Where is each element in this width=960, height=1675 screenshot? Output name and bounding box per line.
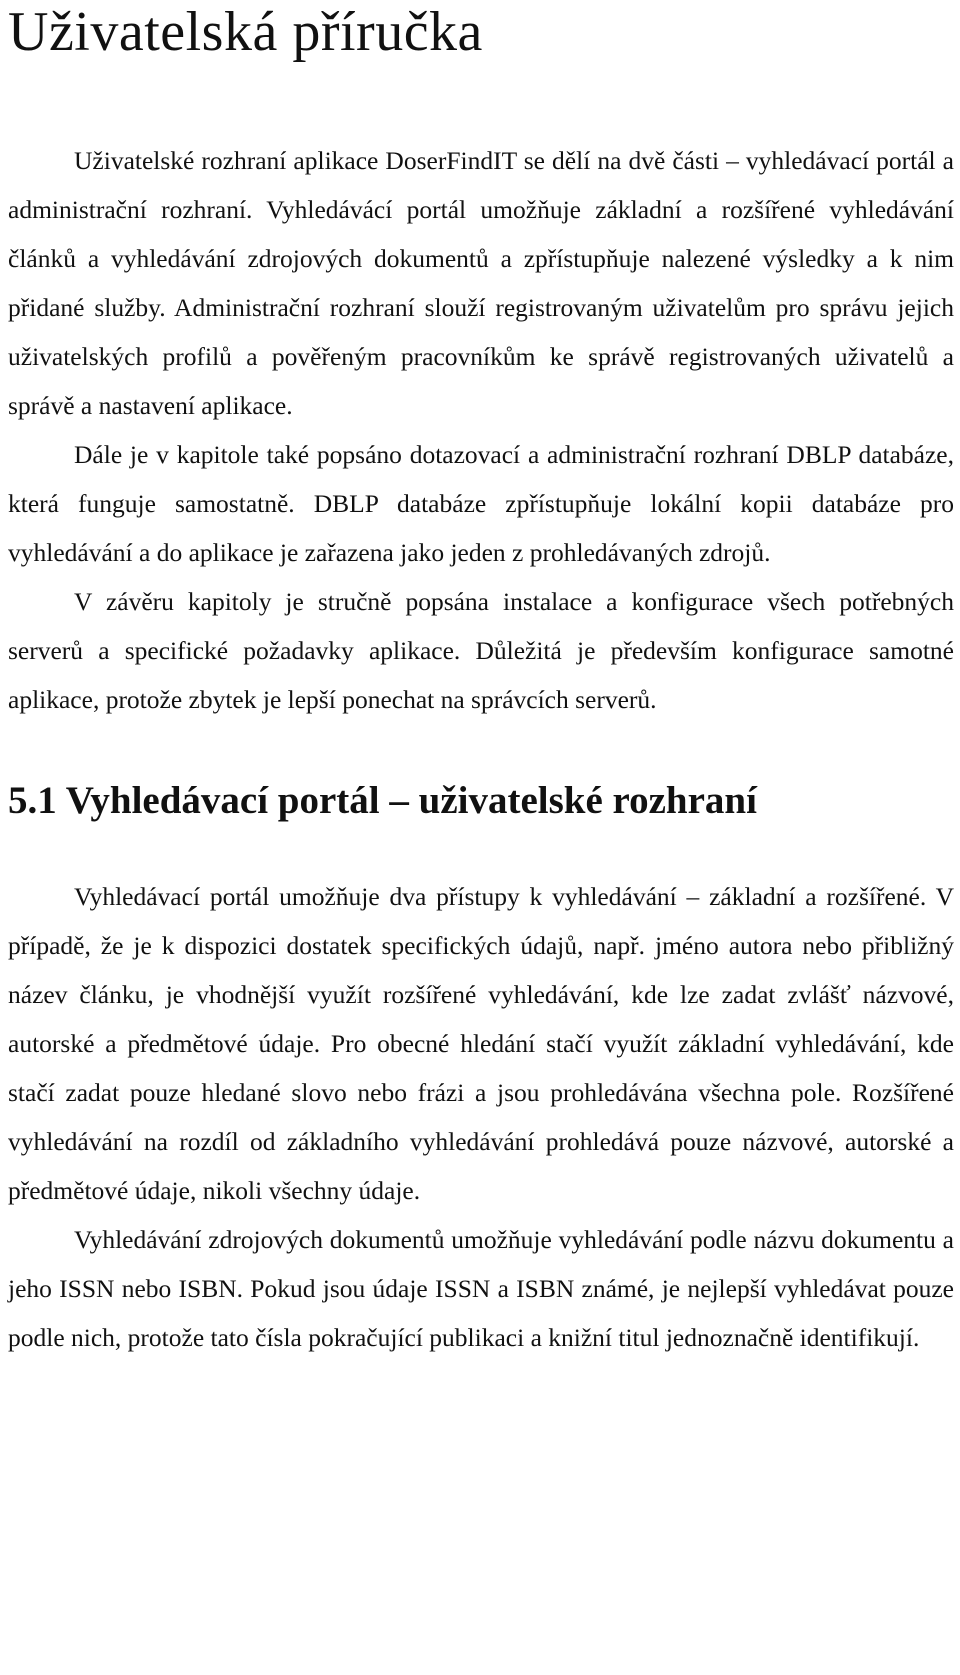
intro-paragraph-1: Uživatelské rozhraní aplikace DoserFindIT se dělí na dvě části – vyhledávací portál a administrační rozhraní. Vyhledávácí portál umožňuje základní a rozšířené vyhledávání článků a vyhledávání zdrojových dokumentů a zpřístupňuje nalezené výsledky a k nim přidané služby. Administrační rozhraní slouží registrovaným uživatelům pro správu jejich uživatelských profilů a pověřeným pracovníkům ke správě registrovaných uživatelů a správě a nastavení aplikace. [8, 146, 954, 420]
section-text [8, 872, 954, 1362]
chapter-title: Uživatelská příručka [8, 1, 483, 63]
intro-paragraph-2: Dále je v kapitole také popsáno dotazovací a administrační rozhraní DBLP databáze, která funguje samostatně. DBLP databáze zpřístupňuje lokální kopii databáze pro vyhledávání a do aplikace je zařazena jako jeden z prohledávaných zdrojů. [8, 440, 954, 567]
section-title: 5.1 Vyhledávací portál – uživatelské rozhraní [8, 779, 757, 822]
section-paragraph-1: Vyhledávací portál umožňuje dva přístupy k vyhledávání – základní a rozšířené. V případě, že je k dispozici dostatek specifických údajů, např. jméno autora nebo přibližný název článku, je vhodnější využít rozšířené vyhledávání, kde lze zadat zvlášť názvové, autorské a předmětové údaje. Pro obecné hledání stačí využít základní vyhledávání, kde stačí zadat pouze hledané slovo nebo frázi a jsou prohledávána všechna pole. Rozšířené vyhledávání na rozdíl od základního vyhledávání prohledává pouze názvové, autorské a předmětové údaje, nikoli všechny údaje. [8, 882, 954, 1205]
intro-paragraph-3: V závěru kapitoly je stručně popsána instalace a konfigurace všech potřebných serverů a specifické požadavky aplikace. Důležitá je především konfigurace samotné aplikace, protože zbytek je lepší ponechat na správcích serverů. [8, 587, 954, 714]
section-paragraph-2: Vyhledávání zdrojových dokumentů umožňuje vyhledávání podle názvu dokumentu a jeho ISSN nebo ISBN. Pokud jsou údaje ISSN a ISBN známé, je nejlepší vyhledávat pouze podle nich, protože tato čísla pokračující publikaci a knižní titul jednoznačně identifikují. [8, 1225, 954, 1352]
document-page [8, 0, 954, 1362]
intro-text [8, 136, 954, 724]
